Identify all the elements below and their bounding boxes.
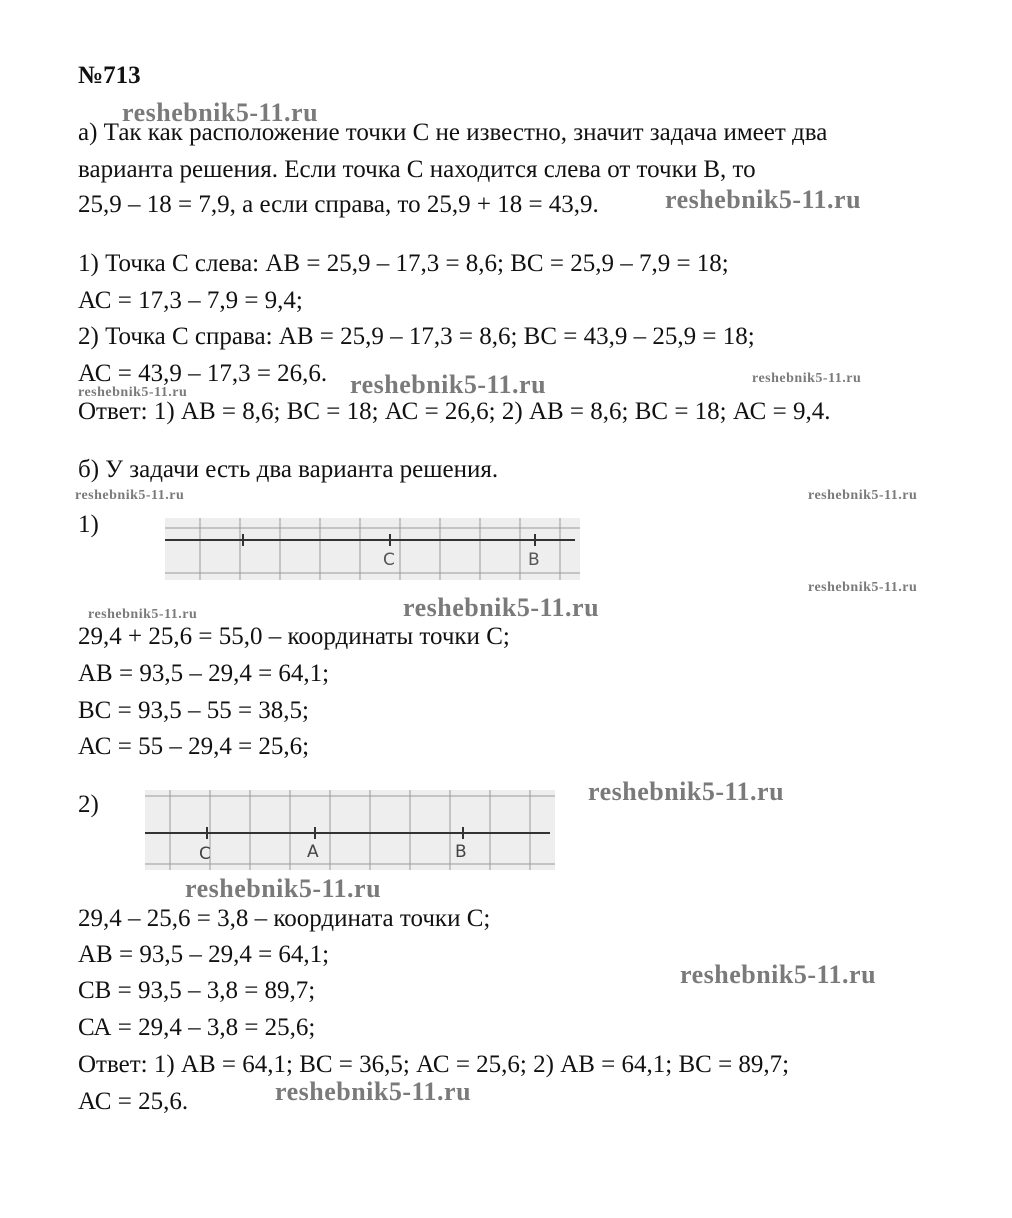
case1-point-c-label: C (383, 550, 395, 570)
part-b-intro: б) У задачи есть два варианта решения. (78, 456, 499, 483)
watermark: reshebnik5-11.ru (403, 593, 600, 622)
watermark: reshebnik5-11.ru (88, 607, 198, 622)
case2-point-a-label: A (307, 842, 319, 862)
watermark: reshebnik5-11.ru (752, 371, 862, 386)
part-a-line-3: 25,9 – 18 = 7,9, а если справа, то 25,9 + 18 = 43,9. (78, 191, 599, 218)
part-a-line-6: 2) Точка С справа: АВ = 25,9 – 17,3 = 8,6; ВС = 43,9 – 25,9 = 18; (78, 323, 755, 350)
part-a-line-5: АС = 17,3 – 7,9 = 9,4; (78, 287, 303, 314)
part-a-line-4: 1) Точка С слева: АВ = 25,9 – 17,3 = 8,6; ВС = 25,9 – 7,9 = 18; (78, 250, 729, 277)
part-a-line-7: АС = 43,9 – 17,3 = 26,6. (78, 360, 328, 387)
part-a-line-2: варианта решения. Если точка С находится слева от точки В, то (78, 156, 756, 183)
number-line-case2 (145, 790, 555, 870)
problem-number: №713 (78, 62, 141, 89)
case1-label: 1) (78, 511, 99, 538)
case1-line-2: АВ = 93,5 – 29,4 = 64,1; (78, 660, 330, 687)
case2-point-b-label: B (455, 842, 467, 862)
case2-line-1: 29,4 – 25,6 = 3,8 – координата точки С; (78, 905, 491, 932)
case2-line-3: СВ = 93,5 – 3,8 = 89,7; (78, 977, 316, 1004)
number-line-case1 (165, 518, 580, 580)
watermark: reshebnik5-11.ru (808, 488, 918, 503)
case2-line-4: СА = 29,4 – 3,8 = 25,6; (78, 1014, 316, 1041)
case1-line-1: 29,4 + 25,6 = 55,0 – координаты точки С; (78, 623, 510, 650)
case1-line-4: АС = 55 – 29,4 = 25,6; (78, 733, 310, 760)
case2-point-c-label: C (199, 844, 211, 864)
watermark: reshebnik5-11.ru (185, 874, 382, 903)
watermark: reshebnik5-11.ru (78, 385, 188, 400)
watermark: reshebnik5-11.ru (680, 960, 877, 989)
final-answer-line-2: АС = 25,6. (78, 1088, 189, 1115)
part-a-answer: Ответ: 1) АВ = 8,6; ВС = 18; АС = 26,6; 2) АВ = 8,6; ВС = 18; АС = 9,4. (78, 398, 831, 425)
watermark: reshebnik5-11.ru (588, 777, 785, 806)
part-a-line-1: а) Так как расположение точки С не известно, значит задача имеет два (78, 119, 828, 146)
watermark: reshebnik5-11.ru (350, 370, 547, 399)
watermark: reshebnik5-11.ru (808, 580, 918, 595)
watermark: reshebnik5-11.ru (275, 1077, 472, 1106)
case1-line-3: ВС = 93,5 – 55 = 38,5; (78, 697, 309, 724)
case2-label: 2) (78, 791, 99, 818)
final-answer-line-1: Ответ: 1) АВ = 64,1; ВС = 36,5; АС = 25,6; 2) АВ = 64,1; ВС = 89,7; (78, 1051, 790, 1078)
watermark: reshebnik5-11.ru (665, 185, 862, 214)
case1-point-b-label: B (528, 550, 540, 570)
watermark: reshebnik5-11.ru (122, 98, 319, 127)
watermark: reshebnik5-11.ru (75, 488, 185, 503)
case2-line-2: АВ = 93,5 – 29,4 = 64,1; (78, 941, 330, 968)
